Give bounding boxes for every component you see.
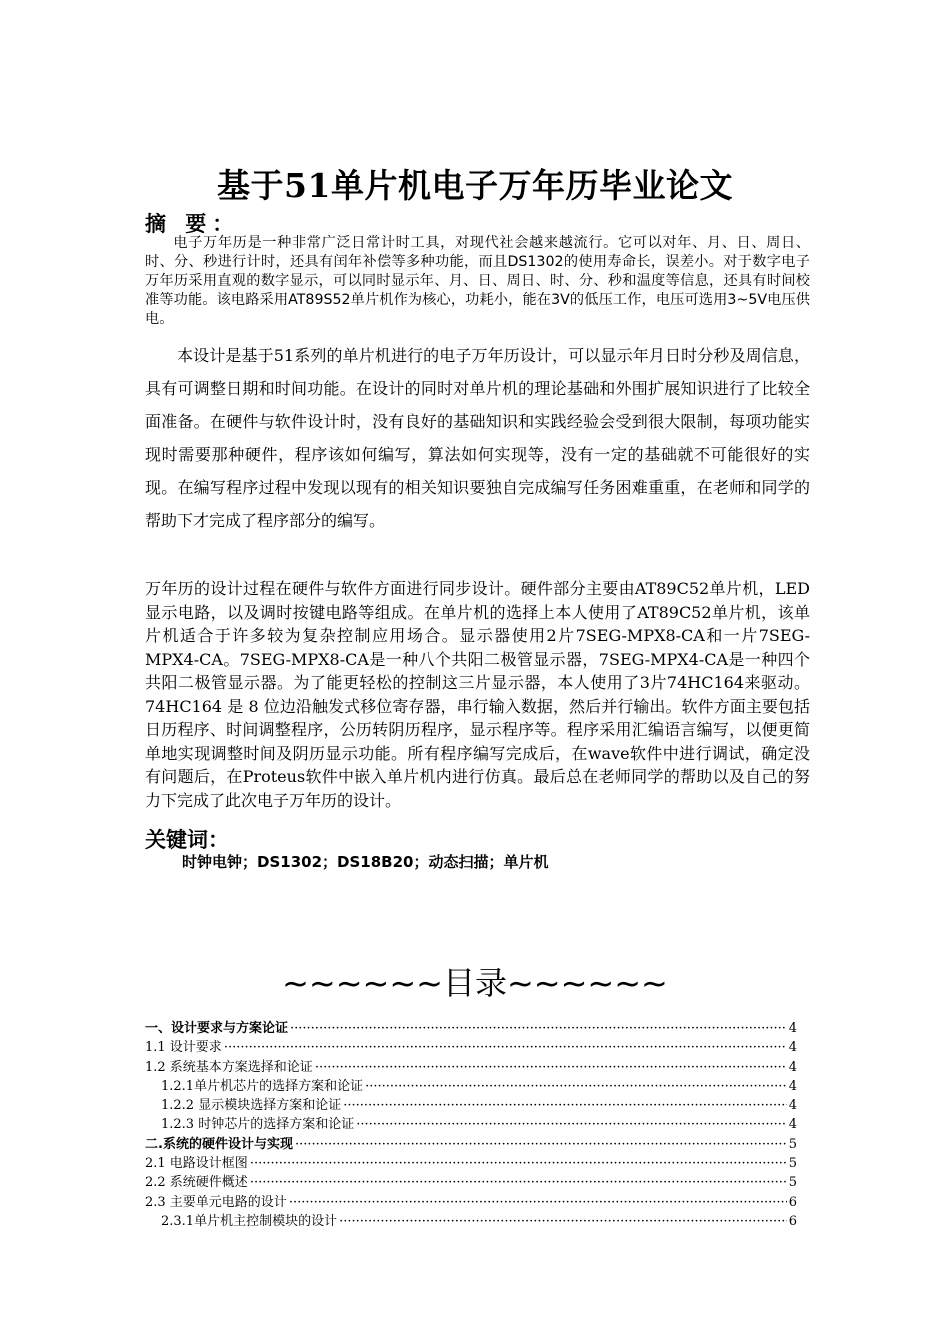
toc-leader-dots (356, 1117, 787, 1132)
toc-entry[interactable] (145, 1075, 797, 1094)
document-title: 基于51单片机电子万年历毕业论文 (217, 166, 733, 205)
toc-entry-label: 2.3.1单片机主控制模块的设计 (161, 1213, 338, 1229)
table-of-contents (145, 1017, 797, 1229)
toc-leader-dots (250, 1175, 787, 1190)
toc-entry-label: 1.2.3 时钟芯片的选择方案和论证 (161, 1117, 355, 1133)
toc-entry-page: 4 (788, 1078, 797, 1094)
toc-entry-page: 4 (788, 1040, 797, 1056)
abstract-paragraph: 电子万年历是一种非常广泛日常计时工具，对现代社会越来越流行。它可以对年、月、日、周日、时、分、秒进行计时，还具有闰年补偿等多种功能，而且DS1302的使用寿命长，误差小。对于数字电子万年历采用直观的数字显示，可以同时显示年、月、日、周日、时、分、秒和温度等信息，还具有时间校准等功能。该电路采用AT89S52单片机作为核心，功耗小，能在3V的低压工作，电压可选用3~5V电压供电。 (145, 235, 810, 327)
toc-entry-label: 二.系统的硬件设计与实现 (145, 1136, 293, 1152)
toc-leader-dots (290, 1021, 787, 1036)
toc-entry[interactable] (145, 1094, 797, 1113)
toc-entry-page: 5 (788, 1136, 797, 1152)
toc-leader-dots (250, 1156, 787, 1171)
toc-entry[interactable] (145, 1056, 797, 1075)
toc-entry-page: 4 (788, 1098, 797, 1114)
toc-heading: ~~~~~~目录~~~~~~ (282, 964, 668, 1002)
toc-entry-page: 4 (788, 1059, 797, 1075)
toc-entry[interactable] (145, 1113, 797, 1132)
toc-entry-label: 1.2.1单片机芯片的选择方案和论证 (161, 1078, 364, 1094)
toc-leader-dots (365, 1079, 787, 1094)
toc-leader-dots (339, 1214, 787, 1229)
toc-entry-page: 6 (788, 1213, 797, 1229)
toc-entry-label: 一、设计要求与方案论证 (145, 1021, 289, 1036)
toc-entry[interactable] (145, 1133, 797, 1152)
keywords-text: 时钟电钟；DS1302；DS18B20；动态扫描；单片机 (182, 853, 549, 871)
toc-entry-label: 2.1 电路设计框图 (145, 1156, 248, 1172)
toc-leader-dots (289, 1195, 787, 1210)
toc-entry[interactable] (145, 1152, 797, 1171)
toc-entry-page: 4 (788, 1117, 797, 1133)
keywords-heading: 关键词： (145, 828, 229, 852)
abstract-heading: 摘 要： (145, 212, 240, 236)
toc-entry-label: 2.2 系统硬件概述 (145, 1175, 248, 1191)
toc-entry[interactable] (145, 1017, 797, 1036)
body-paragraph-1: 本设计是基于51系列的单片机进行的电子万年历设计，可以显示年月日时分秒及周信息，具有可调整日期和时间功能。在设计的同时对单片机的理论基础和外围扩展知识进行了比较全面准备。在硬件与软件设计时，没有良好的基础知识和实践经验会受到很大限制，每项功能实现时需要那种硬件，程序该如何编写，算法如何实现等，没有一定的基础就不可能很好的实现。在编写程序过程中发现以现有的相关知识要独自完成编写任务困难重重，在老师和同学的帮助下才完成了程序部分的编写。 (145, 346, 810, 530)
toc-entry-label: 2.3 主要单元电路的设计 (145, 1194, 287, 1210)
toc-entry-label: 1.2 系统基本方案选择和论证 (145, 1059, 313, 1075)
toc-leader-dots (224, 1040, 787, 1055)
toc-entry-page: 5 (788, 1175, 797, 1191)
toc-entry-label: 1.2.2 显示模块选择方案和论证 (161, 1098, 342, 1114)
toc-leader-dots (343, 1098, 787, 1113)
toc-entry-page: 6 (788, 1194, 797, 1210)
toc-entry[interactable] (145, 1191, 797, 1210)
body-paragraph-2: 万年历的设计过程在硬件与软件方面进行同步设计。硬件部分主要由AT89C52单片机，LED显示电路，以及调时按键电路等组成。在单片机的选择上本人使用了AT89C52单片机，该单片机适合于许多较为复杂控制应用场合。显示器使用2片7SEG-MPX8-CA和一片7SEG-MPX4-CA。7SEG-MPX8-CA是一种八个共阳二极管显示器，7SEG-MPX4-CA是一种四个共阳二极管显示器。为了能更轻松的控制这三片显示器，本人使用了3片74HC164来驱动。74HC164 是 8 位边沿触发式移位寄存器，串行输入数据，然后并行输出。软件方面主要包括日历程序、时间调整程序，公历转阴历程序，显示程序等。程序采用汇编语言编写，以便更简单地实现调整时间及阴历显示功能。所有程序编写完成后，在wave软件中进行调试，确定没有问题后，在Proteus软件中嵌入单片机内进行仿真。最后总在老师同学的帮助以及自己的努力下完成了此次电子万年历的设计。 (145, 579, 810, 810)
toc-entry-label: 1.1 设计要求 (145, 1040, 222, 1056)
toc-entry[interactable] (145, 1171, 797, 1190)
toc-entry[interactable] (145, 1210, 797, 1229)
toc-leader-dots (295, 1137, 787, 1152)
toc-entry[interactable] (145, 1036, 797, 1055)
toc-entry-page: 5 (788, 1156, 797, 1172)
toc-leader-dots (315, 1060, 787, 1075)
toc-entry-page: 4 (788, 1021, 797, 1036)
